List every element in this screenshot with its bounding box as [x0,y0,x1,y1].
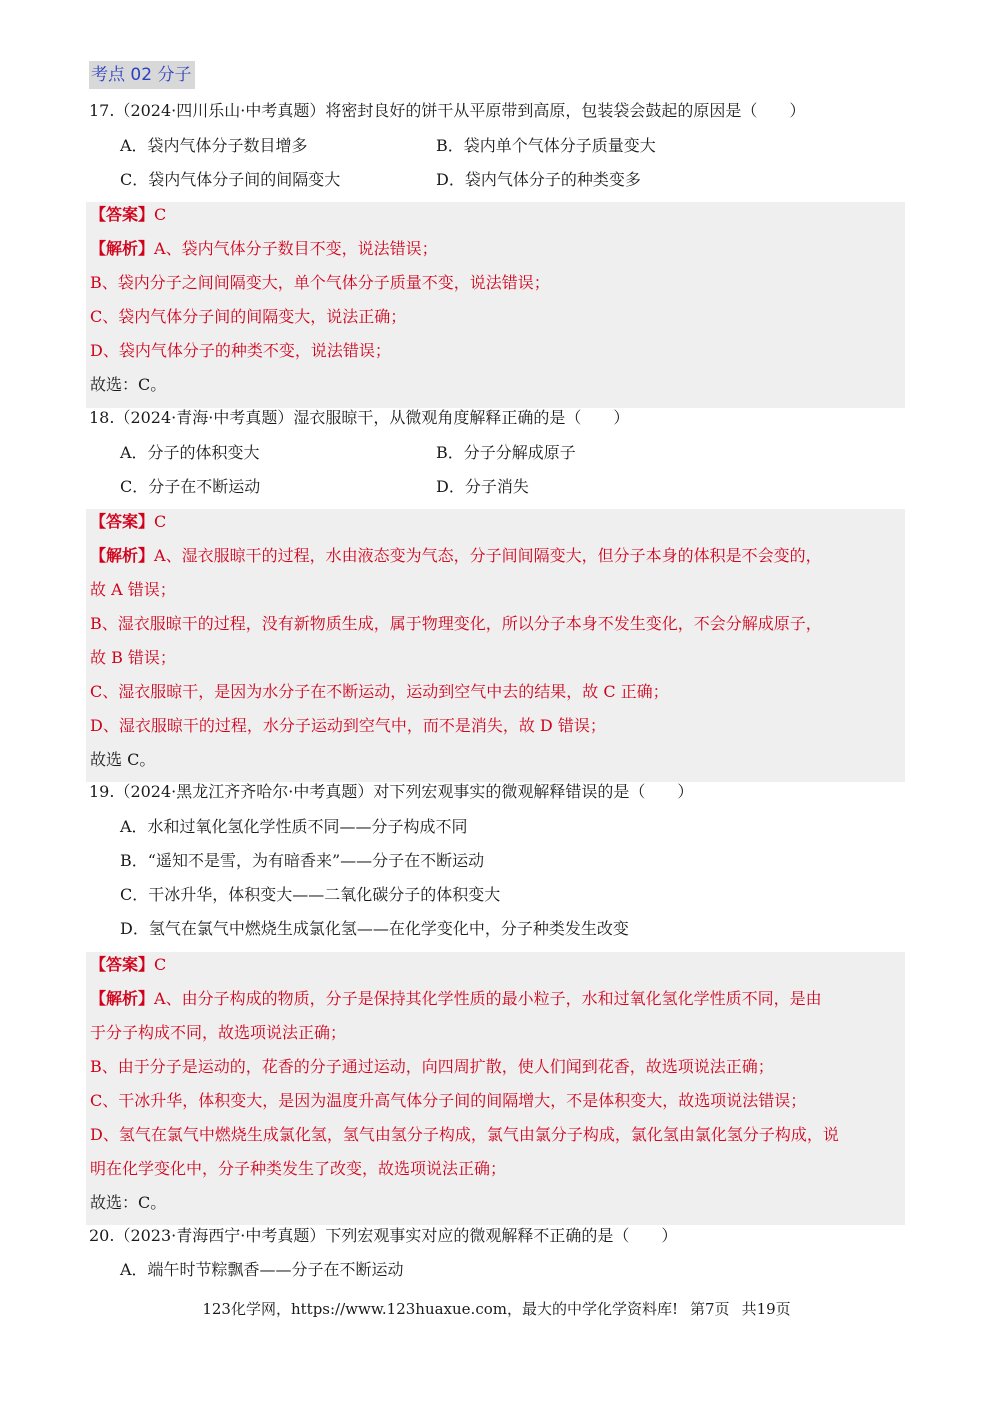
footer-page-number: 第7页 [690,1300,730,1318]
q19-answer [90,955,166,975]
q20-option-a: A．端午时节粽飘香——分子在不断运动 [120,1260,404,1279]
q19-analysis-6: 明在化学变化中，分子种类发生了改变，故选项说法正确； [90,1159,507,1178]
q18-answer [90,512,166,532]
analysis-label: 【解析】 [90,239,155,258]
section-title: 考点 02 分子 [89,61,195,89]
q18-option-b: B．分子分解成原子 [436,443,576,462]
q19-option-b: B．“遥知不是雪，为有暗香来”——分子在不断运动 [120,851,485,870]
answer-label: 【答案】 [90,512,155,531]
q19-answer-block [86,952,905,1225]
q18-analysis-4: 故 B 错误； [90,648,176,667]
answer-value: C [154,512,167,531]
q19-option-a: A．水和过氧化氢化学性质不同——分子构成不同 [120,817,468,836]
question-18-stem: 18.（2024·青海·中考真题）湿衣服晾干，从微观角度解释正确的是（ ） [89,408,630,427]
answer-value: C [154,205,167,224]
footer-site-link[interactable]: 123化学网，https://www.123huaxue.com，最大的中学化学资料库! [202,1300,679,1318]
q19-analysis-7: 故选：C。 [90,1193,167,1212]
q17-analysis-5: 故选：C。 [90,375,167,394]
q17-analysis-1 [90,239,438,259]
analysis-label: 【解析】 [90,989,155,1008]
analysis-text: A、湿衣服晾干的过程，水由液态变为气态，分子间间隔变大，但分子本身的体积是不会变的， [154,546,822,565]
answer-label: 【答案】 [90,205,155,224]
q17-analysis-4: D、袋内气体分子的种类不变，说法错误； [90,341,391,360]
q19-analysis-5: D、氢气在氯气中燃烧生成氯化氢，氢气由氢分子构成，氯气由氯分子构成，氯化氢由氯化氢分子构成，说 [90,1125,839,1144]
q18-analysis-6: D、湿衣服晾干的过程，水分子运动到空气中，而不是消失，故 D 错误； [90,716,606,735]
q18-analysis-7: 故选 C。 [90,750,156,769]
q18-option-a: A．分子的体积变大 [120,443,260,462]
q19-analysis-4: C、干冰升华，体积变大，是因为温度升高气体分子间的间隔增大，不是体积变大，故选项说法错误； [90,1091,807,1110]
q17-answer [90,205,166,225]
q19-analysis-2: 于分子构成不同，故选项说法正确； [90,1023,347,1042]
q17-option-c: C．袋内气体分子间的间隔变大 [120,170,341,189]
answer-label: 【答案】 [90,955,155,974]
q18-analysis-2: 故 A 错误； [90,580,176,599]
q17-option-a: A．袋内气体分子数目增多 [120,136,308,155]
analysis-label: 【解析】 [90,546,155,565]
analysis-text: A、由分子构成的物质，分子是保持其化学性质的最小粒子，水和过氧化氢化学性质不同，是由 [154,989,822,1008]
q18-analysis-3: B、湿衣服晾干的过程，没有新物质生成，属于物理变化，所以分子本身不发生变化，不会分解成原子， [90,614,822,633]
q17-answer-block [86,202,905,408]
q19-option-d: D．氢气在氯气中燃烧生成氯化氢——在化学变化中，分子种类发生改变 [120,919,629,938]
q18-option-d: D．分子消失 [436,477,529,496]
question-19-stem: 19.（2024·黑龙江齐齐哈尔·中考真题）对下列宏观事实的微观解释错误的是（ ） [89,782,694,801]
q19-analysis-3: B、由于分子是运动的，花香的分子通过运动，向四周扩散，使人们闻到花香，故选项说法正确； [90,1057,774,1076]
q17-analysis-2: B、袋内分子之间间隔变大，单个气体分子质量不变，说法错误； [90,273,550,292]
q19-analysis-1 [90,989,822,1009]
q19-option-c: C．干冰升华，体积变大——二氧化碳分子的体积变大 [120,885,501,904]
page-footer [0,1299,993,1319]
answer-value: C [154,955,167,974]
q18-analysis-1 [90,546,822,566]
analysis-text: A、袋内气体分子数目不变，说法错误； [154,239,438,258]
q17-option-b: B．袋内单个气体分子质量变大 [436,136,656,155]
q17-analysis-3: C、袋内气体分子间的间隔变大，说法正确； [90,307,407,326]
q17-option-d: D．袋内气体分子的种类变多 [436,170,641,189]
question-20-stem: 20.（2023·青海西宁·中考真题）下列宏观事实对应的微观解释不正确的是（ ） [89,1226,678,1245]
footer-total-pages: 共19页 [741,1300,791,1318]
q18-answer-block [86,509,905,782]
question-17-stem: 17.（2024·四川乐山·中考真题）将密封良好的饼干从平原带到高原，包装袋会鼓起的原因是（ ） [89,101,806,120]
q18-option-c: C．分子在不断运动 [120,477,261,496]
q18-analysis-5: C、湿衣服晾干，是因为水分子在不断运动，运动到空气中去的结果，故 C 正确； [90,682,669,701]
